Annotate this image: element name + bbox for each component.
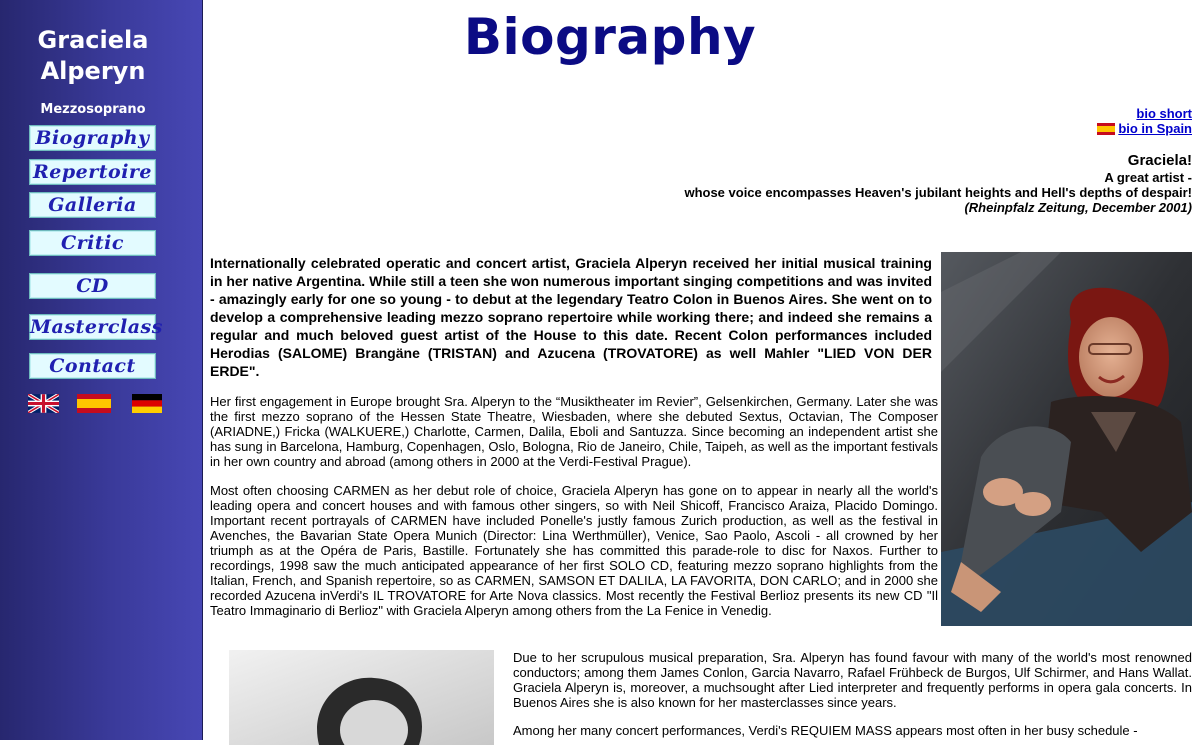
nav-galleria[interactable]: Galleria <box>29 192 156 218</box>
nav-contact[interactable]: Contact <box>29 353 156 379</box>
voice-type: Mezzosoprano <box>40 102 146 117</box>
quote-line-1: A great artist - <box>1104 170 1192 185</box>
conductors-paragraph: Due to her scrupulous musical preparation, Sra. Alperyn has found favour with many of the world's most renowned conductors; among them James Conlon, Garcia Navarro, Rafael Frühbeck de Burgos, Ulf Schirmer, and Hans Wallat. Graciela Alperyn is, moreover, a muchsought after Lied interpreter and frequently performs in opera gala concerts. In Buenos Aires she is also known for her masterclasses since years. <box>513 650 1192 710</box>
concerts-paragraph: Among her many concert performances, Verdi's REQUIEM MASS appears most often in her busy schedule - <box>513 723 1138 738</box>
spanish-flag-icon[interactable] <box>77 394 108 413</box>
carmen-paragraph: Most often choosing CARMEN as her debut role of choice, Graciela Alperyn has gone on to appear in nearly all the world's leading opera and concert houses and with famous other singers, so with Neil Shicoff, Francisco Araiza, Placido Domingo. Important recent portrayals of CARMEN have included Ponelle's justly famous Zurich production, as well as the festival in Avenches, the Bavarian State Opera Munich (Director: Lina Werthmüller), Venice, Sao Paolo, Ascoli - all crowned by her triumph as at the Opéra de Paris, Bastille. Fortunately she has committed this parade-role to disc for Naxos. Further to recordings, 1998 saw the much anticipated appearance of her first SOLO CD, featuring mezzo soprano highlights from the Italian, French, and Spanish repertoire, so as CARMEN, SAMSON ET DALILA, LA FAVORITA, DON CARLO; and in 2000 she recorded Azucena inVerdi's IL TROVATORE for Arte Nova classics. Most recently the Festival Berlioz presents its new CD "Il Teatro Immaginario di Berlioz" with Graciela Alperyn among others from the La Fenice in Venedig. <box>210 483 938 618</box>
quote-source: (Rheinpfalz Zeitung, December 2001) <box>964 200 1192 215</box>
career-europe-paragraph: Her first engagement in Europe brought Sra. Alperyn to the “Musiktheater im Revier”, Gelsenkirchen, Germany. Later she was the first mezzo soprano of the Hessen State Theatre, Wiesbaden, where she debuted Sextus, Octavian, The Composer (ARIADNE,) Fricka (WALKUERE,) Charlotte, Carmen, Dalila, Eboli and Santuzza. Since becoming an independent artist she has sung in Barcelona, Hamburg, Copenhagen, Oslo, Bologna, Rio de Janeiro, Chile, Taipeh, as well as the important festivals in her own country and abroad (among others in 2000 at the Verdi-Festival Prague). <box>210 394 938 469</box>
quote-line-2: whose voice encompasses Heaven's jubilant heights and Hell's depths of despair! <box>684 185 1192 200</box>
english-flag-icon[interactable] <box>28 394 59 413</box>
bio-spain-link[interactable]: bio in Spain <box>1118 120 1192 136</box>
black-white-photo <box>229 650 494 745</box>
german-flag-icon[interactable] <box>132 394 163 413</box>
bio-spain-row[interactable] <box>1097 120 1192 136</box>
intro-paragraph: Internationally celebrated operatic and concert artist, Graciela Alperyn received her initial musical training in her native Argentina. While still a teen she won numerous important singing competitions and was invited - amazingly early for one so young - to debut at the legendary Teatro Colon in Buenos Aires. She went on to develop a comprehensive leading mezzo soprano repertoire while working there; and indeed she remains a regular and much beloved guest artist of the House to this date. Recent Colon performances included Herodias (SALOME) Brangäne (TRISTAN) and Azucena (TROVATORE) as well Mahler "LIED VON DER ERDE". <box>210 255 932 379</box>
nav-masterclass[interactable]: Masterclass <box>30 316 163 338</box>
artist-first-name: Graciela <box>37 26 149 54</box>
sidebar <box>0 0 203 740</box>
artist-last-name: Alperyn <box>40 57 146 85</box>
bio-short-link[interactable]: bio short <box>1136 106 1192 121</box>
nav-critic[interactable]: Critic <box>29 230 156 256</box>
spanish-flag-icon <box>1097 122 1115 134</box>
press-quote <box>684 152 1192 215</box>
quote-title: Graciela! <box>1127 152 1192 169</box>
artist-name <box>0 25 186 87</box>
page-title: Biography <box>463 8 757 66</box>
portrait-photo <box>941 252 1192 626</box>
nav-cd[interactable]: CD <box>29 273 156 299</box>
nav-repertoire[interactable]: Repertoire <box>29 159 156 185</box>
nav-biography[interactable]: Biography <box>29 125 156 151</box>
